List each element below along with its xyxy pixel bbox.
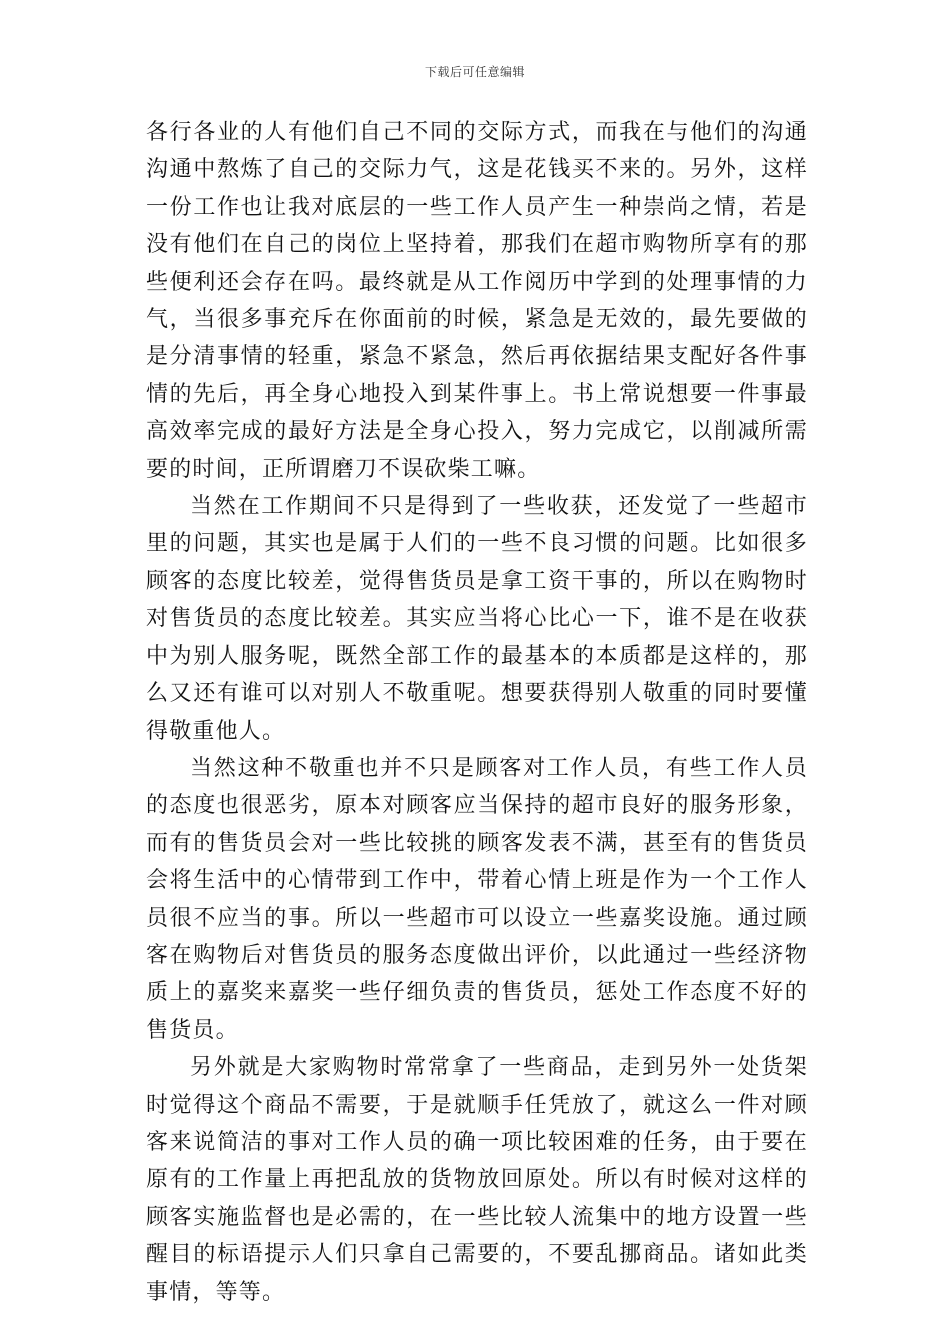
paragraph-2: 当然在工作期间不只是得到了一些收获，还发觉了一些超市里的问题，其实也是属于人们的一些不良习惯的问题。比如很多顾客的态度比较差，觉得售货员是拿工资干事的，所以在购物时对售货员的态度比较差。其实应当将心比心一下，谁不是在收获中为别人服务呢，既然全部工作的最基本的本质都是这样的，那么又还有谁可以对别人不敬重呢。想要获得别人敬重的同时要懂得敬重他人。 xyxy=(146,494,808,744)
paragraph-4: 另外就是大家购物时常常拿了一些商品，走到另外一处货架时觉得这个商品不需要，于是就顺手任凭放了，就这么一件对顾客来说简洁的事对工作人员的确一项比较困难的任务，由于要在原有的工作量上再把乱放的货物放回原处。所以有时候对这样的顾客实施监督也是必需的，在一些比较人流集中的地方设置一些醒目的标语提示人们只拿自己需要的，不要乱挪商品。诸如此类事情，等等。 xyxy=(146,1055,808,1305)
page-header: 下载后可任意编辑 xyxy=(424,65,525,79)
paragraph-1: 各行各业的人有他们自己不同的交际方式，而我在与他们的沟通沟通中熬炼了自己的交际力气，这是花钱买不来的。另外，这样一份工作也让我对底层的一些工作人员产生一种崇尚之情，若是没有他们在自己的岗位上坚持着，那我们在超市购物所享有的那些便利还会存在吗。最终就是从工作阅历中学到的处理事情的力气，当很多事充斥在你面前的时候，紧急是无效的，最先要做的是分清事情的轻重，紧急不紧急，然后再依据结果支配好各件事情的先后，再全身心地投入到某件事上。书上常说想要一件事最高效率完成的最好方法是全身心投入，努力完成它，以削减所需要的时间，正所谓磨刀不误砍柴工嘛。 xyxy=(146,120,808,482)
document-body xyxy=(146,114,808,1311)
paragraph-3: 当然这种不敬重也并不只是顾客对工作人员，有些工作人员的态度也很恶劣，原本对顾客应当保持的超市良好的服务形象，而有的售货员会对一些比较挑的顾客发表不满，甚至有的售货员会将生活中的心情带到工作中，带着心情上班是作为一个工作人员很不应当的事。所以一些超市可以设立一些嘉奖设施。通过顾客在购物后对售货员的服务态度做出评价，以此通过一些经济物质上的嘉奖来嘉奖一些仔细负责的售货员，惩处工作态度不好的售货员。 xyxy=(146,755,808,1043)
